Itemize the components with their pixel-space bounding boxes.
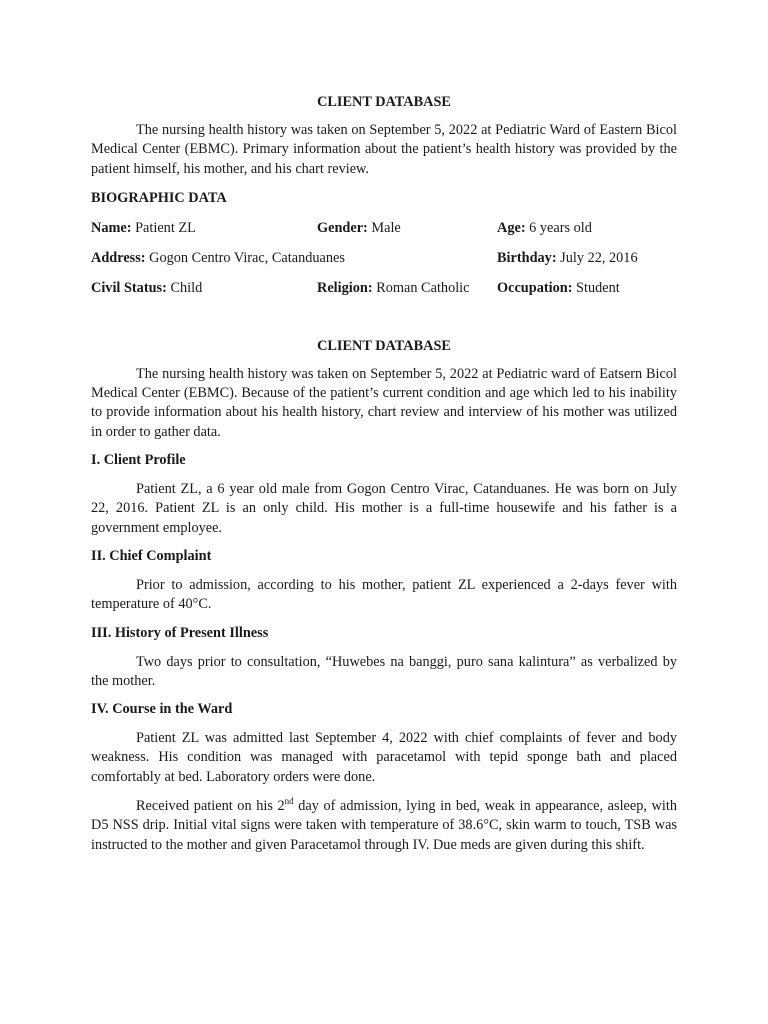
gender-field — [317, 218, 497, 238]
address-label: Address: — [91, 249, 146, 266]
civil-status-label: Civil Status: — [91, 279, 167, 296]
history-present-illness-text: Two days prior to consultation, “Huwebes na banggi, puro sana kalintura” as verbalized by the mother. — [91, 653, 677, 689]
chief-complaint-text: Prior to admission, according to his mother, patient ZL experienced a 2-days fever with temperature of 40°C. — [91, 576, 677, 613]
biographic-data-heading: BIOGRAPHIC DATA — [91, 189, 227, 206]
name-value: Patient ZL — [135, 219, 196, 236]
course-text-2-rest: day of admission, lying in bed, weak in appearance, asleep, with D5 NSS drip. Initial vital signs were taken with temperature of 38.6°C, skin warm to touch, TSB was instructed to the mother and given Paracetamol through IV. Due meds are given during this shift. — [91, 798, 677, 853]
history-present-illness-heading: III. History of Present Illness — [91, 624, 269, 641]
birthday-label: Birthday: — [497, 249, 557, 266]
civil-status-value: Child — [170, 279, 203, 296]
course-in-ward-text-2 — [91, 797, 677, 855]
section-intro-paragraph: The nursing health history was taken on September 5, 2022 at Pediatric ward of Eatsern Bicol Medical Center (EBMC). Because of the patient’s current condition and age which led to his inability to provide information about his health history, chart review and interview of his mother was utilized in order to gather data. — [91, 365, 677, 440]
client-profile-heading: I. Client Profile — [91, 452, 186, 469]
gender-label: Gender: — [317, 219, 368, 236]
religion-field — [317, 278, 497, 298]
birthday-field — [497, 248, 677, 268]
age-value: 6 years old — [529, 219, 592, 236]
address-value: Gogon Centro Virac, Catanduanes — [149, 249, 345, 266]
name-field — [91, 218, 317, 238]
age-field — [497, 218, 677, 238]
page-title: CLIENT DATABASE — [317, 94, 451, 110]
course-in-ward-text-1: Patient ZL was admitted last September 4, 2022 with chief complaints of fever and body weakness. His condition was managed with paracetamol with tepid sponge bath and placed comfortably at bed. Laboratory orders were done. — [91, 730, 677, 785]
civil-status-field — [91, 278, 317, 298]
bio-row-3 — [91, 278, 677, 298]
document-page — [91, 92, 677, 855]
occupation-value: Student — [576, 279, 620, 296]
chief-complaint-heading: II. Chief Complaint — [91, 547, 212, 564]
section-title: CLIENT DATABASE — [317, 337, 451, 354]
bio-row-1 — [91, 218, 677, 238]
address-field — [91, 248, 497, 268]
occupation-field — [497, 278, 677, 298]
religion-value: Roman Catholic — [376, 279, 470, 296]
name-label: Name: — [91, 219, 132, 236]
birthday-value: July 22, 2016 — [560, 249, 638, 266]
course-in-ward-heading: IV. Course in the Ward — [91, 701, 233, 718]
gender-value: Male — [371, 219, 401, 236]
intro-paragraph: The nursing health history was taken on September 5, 2022 at Pediatric Ward of Eastern Bicol Medical Center (EBMC). Primary information about the patient’s health history was provided by the patient himself, his mother, and his chart review. — [91, 122, 677, 177]
course-text-2-start: Received patient on his 2 — [136, 798, 285, 815]
ordinal-suffix: nd — [284, 796, 294, 807]
age-label: Age: — [497, 219, 526, 236]
bio-row-2 — [91, 248, 677, 268]
religion-label: Religion: — [317, 279, 373, 296]
client-profile-text: Patient ZL, a 6 year old male from Gogon Centro Virac, Catanduanes. He was born on July 22, 2016. Patient ZL is an only child. His mother is a full-time housewife and his father is a government employee. — [91, 481, 677, 536]
occupation-label: Occupation: — [497, 279, 573, 296]
